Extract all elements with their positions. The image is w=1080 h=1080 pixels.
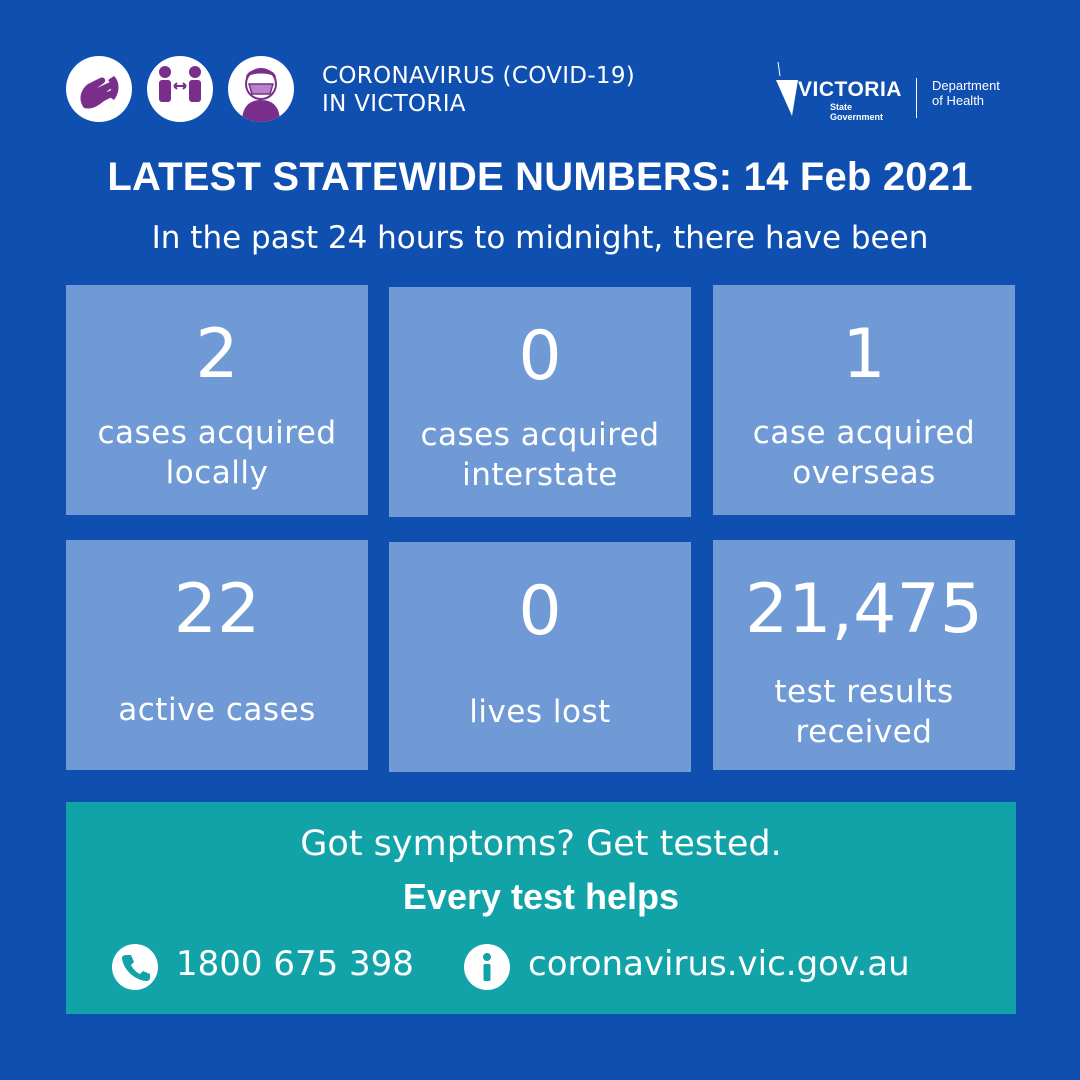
- stat-card-overseas-cases: [713, 285, 1015, 515]
- stat-label: lives lost: [469, 694, 611, 730]
- header: [66, 56, 1016, 126]
- stat-label: [713, 413, 1015, 493]
- stat-label-line2: locally: [165, 455, 269, 491]
- info-icon: [464, 944, 510, 990]
- stat-card-interstate-cases: [389, 287, 691, 517]
- stat-label-line1: case acquired: [752, 415, 976, 451]
- get-tested-banner: [66, 802, 1016, 1014]
- stat-label-line1: cases acquired: [420, 417, 660, 453]
- department-of-health: [932, 78, 1000, 108]
- stat-label-line2: interstate: [462, 457, 618, 493]
- phone-icon: [112, 944, 158, 990]
- stat-label-line2: overseas: [792, 455, 936, 491]
- logo-divider: [916, 78, 917, 118]
- stat-value: 0: [518, 317, 562, 396]
- campaign-title-line2: IN VICTORIA: [322, 91, 466, 117]
- state-label: State: [830, 102, 853, 112]
- stat-label-line2: received: [795, 714, 933, 750]
- stat-label: [66, 413, 368, 493]
- stat-card-local-cases: [66, 285, 368, 515]
- page-subtitle: In the past 24 hours to midnight, there have been: [151, 220, 929, 256]
- state-government-label: [830, 102, 883, 122]
- stat-value: 1: [842, 315, 886, 394]
- stat-label: active cases: [118, 692, 316, 728]
- stat-value: 2: [195, 315, 239, 394]
- stat-value: 0: [518, 572, 562, 651]
- face-mask-icon: [228, 56, 294, 122]
- website-link[interactable]: coronavirus.vic.gov.au: [528, 944, 910, 984]
- social-distancing-icon: [147, 56, 213, 122]
- handwashing-icon: [66, 56, 132, 122]
- victoria-government-logo: [772, 60, 912, 122]
- department-line1: Department: [932, 78, 1000, 93]
- stat-label-line1: test results: [774, 674, 954, 710]
- stat-card-lives-lost: [389, 542, 691, 772]
- stat-label-line1: cases acquired: [97, 415, 337, 451]
- stat-value: 21,475: [745, 570, 983, 649]
- stat-card-test-results: [713, 540, 1015, 770]
- banner-tagline: Every test helps: [402, 876, 680, 917]
- stat-label: [713, 672, 1015, 752]
- campaign-title: [322, 62, 635, 118]
- stat-value: 22: [173, 570, 261, 649]
- phone-number[interactable]: 1800 675 398: [176, 944, 414, 984]
- stat-card-active-cases: [66, 540, 368, 770]
- page-title: LATEST STATEWIDE NUMBERS: 14 Feb 2021: [107, 155, 973, 199]
- government-label: Government: [830, 112, 884, 122]
- victoria-wordmark: VICTORIA: [798, 78, 902, 101]
- stat-label: [389, 415, 691, 495]
- department-line2: of Health: [932, 93, 985, 108]
- banner-message: Got symptoms? Get tested.: [300, 824, 782, 864]
- campaign-title-line1: CORONAVIRUS (COVID-19): [322, 63, 636, 89]
